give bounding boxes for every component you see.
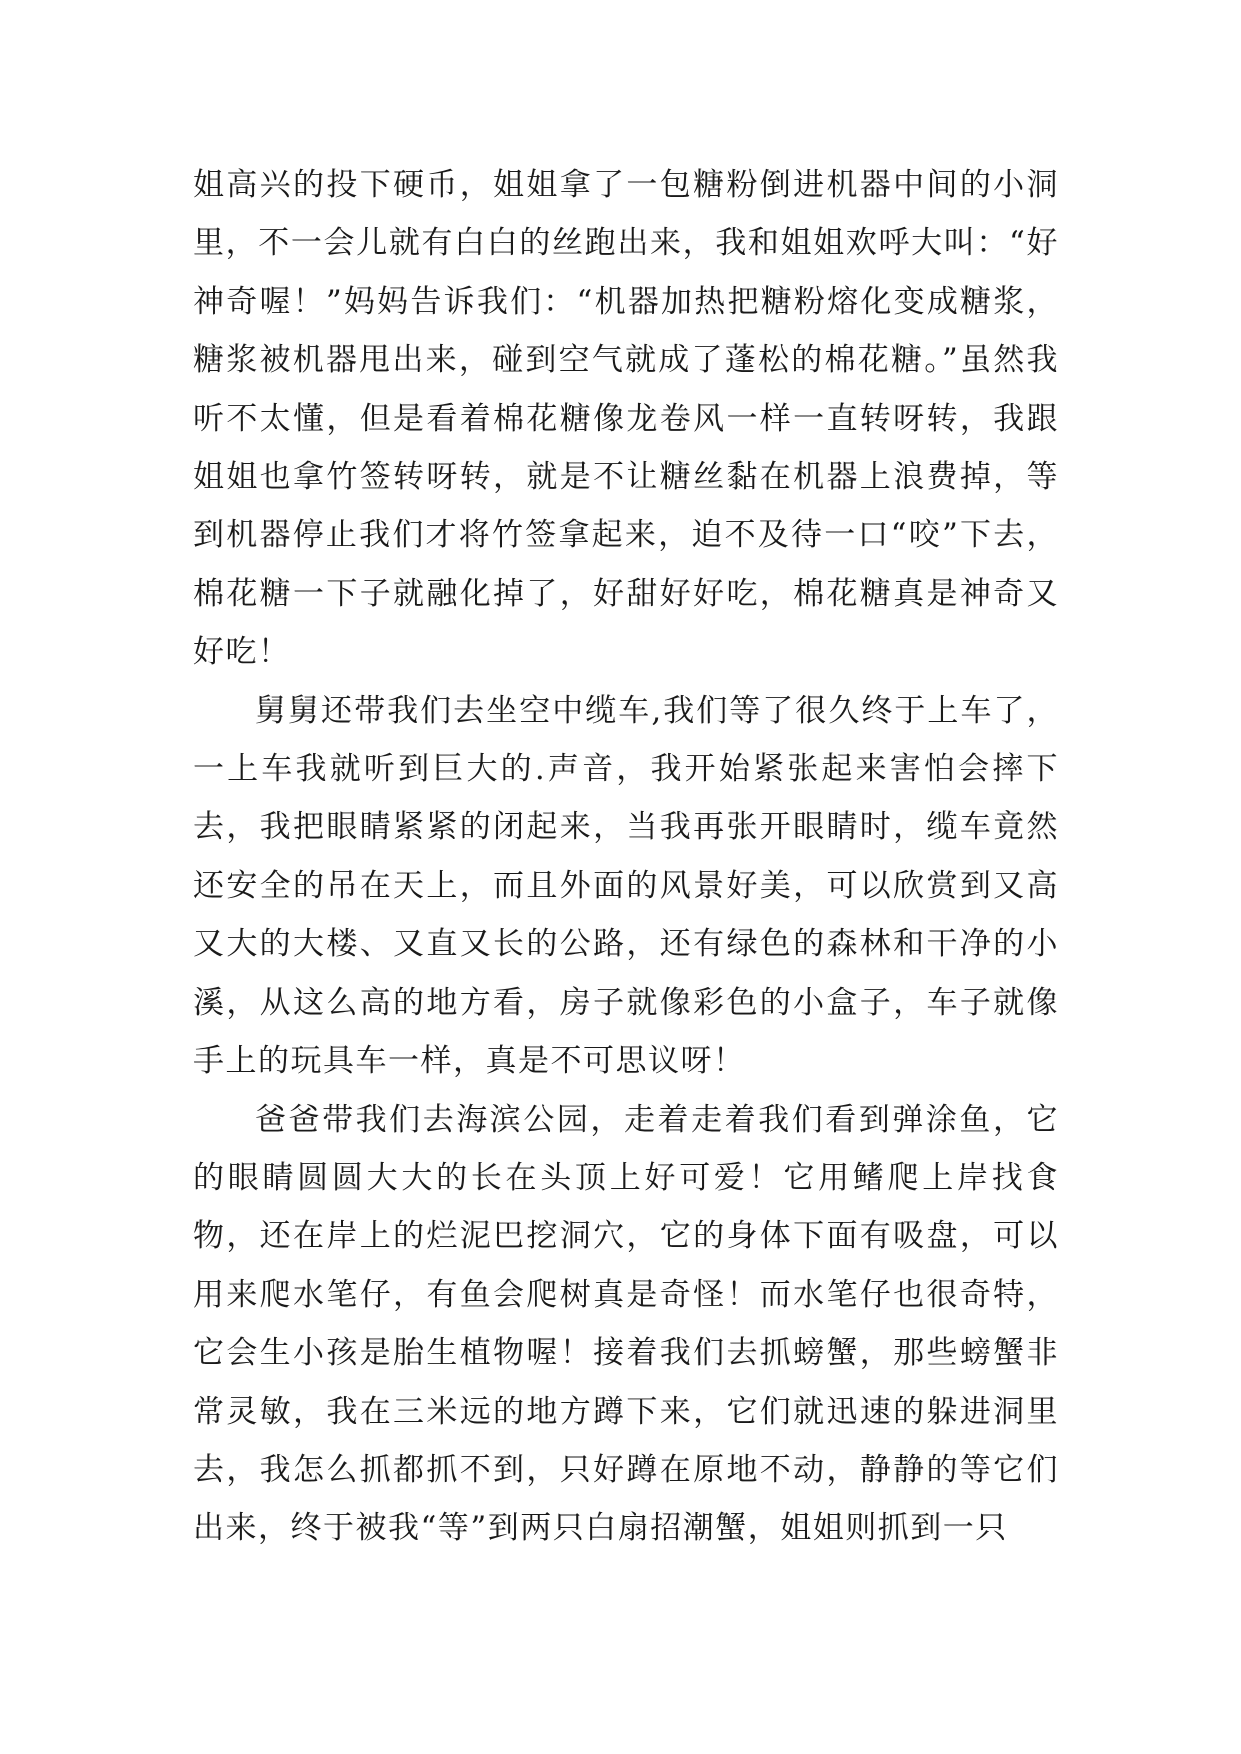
paragraph-1: 姐高兴的投下硬币，姐姐拿了一包糖粉倒进机器中间的小洞里，不一会儿就有白白的丝跑出来，我和姐姐欢呼大叫：“好神奇喔！”妈妈告诉我们：“机器加热把糖粉熔化变成糖浆，糖浆被机器甩出来，碰到空气就成了蓬松的棉花糖。”虽然我听不太懂，但是看着棉花糖像龙卷风一样一直转呀转，我跟姐姐也拿竹签转呀转，就是不让糖丝黏在机器上浪费掉，等到机器停止我们才将竹签拿起来，迫不及待一口“咬”下去，棉花糖一下子就融化掉了，好甜好好吃，棉花糖真是神奇又好吃！	[193, 167, 1059, 671]
document-body	[193, 156, 1059, 1558]
paragraph-3: 爸爸带我们去海滨公园，走着走着我们看到弹涂鱼，它的眼睛圆圆大大的长在头顶上好可爱！它用鳍爬上岸找食物，还在岸上的烂泥巴挖洞穴，它的身体下面有吸盘，可以用来爬水笔仔，有鱼会爬树真是奇怪！而水笔仔也很奇特，它会生小孩是胎生植物喔！接着我们去抓螃蟹，那些螃蟹非常灵敏，我在三米远的地方蹲下来，它们就迅速的躲进洞里去，我怎么抓都抓不到，只好蹲在原地不动，静静的等它们出来，终于被我“等”到两只白扇招潮蟹，姐姐则抓到一只	[193, 1101, 1059, 1547]
paragraph-2: 舅舅还带我们去坐空中缆车,我们等了很久终于上车了，一上车我就听到巨大的.声音，我开始紧张起来害怕会摔下去，我把眼睛紧紧的闭起来，当我再张开眼睛时，缆车竟然还安全的吊在天上，而且外面的风景好美，可以欣赏到又高又大的大楼、又直又长的公路，还有绿色的森林和干净的小溪，从这么高的地方看，房子就像彩色的小盒子，车子就像手上的玩具车一样，真是不可思议呀！	[193, 692, 1059, 1080]
